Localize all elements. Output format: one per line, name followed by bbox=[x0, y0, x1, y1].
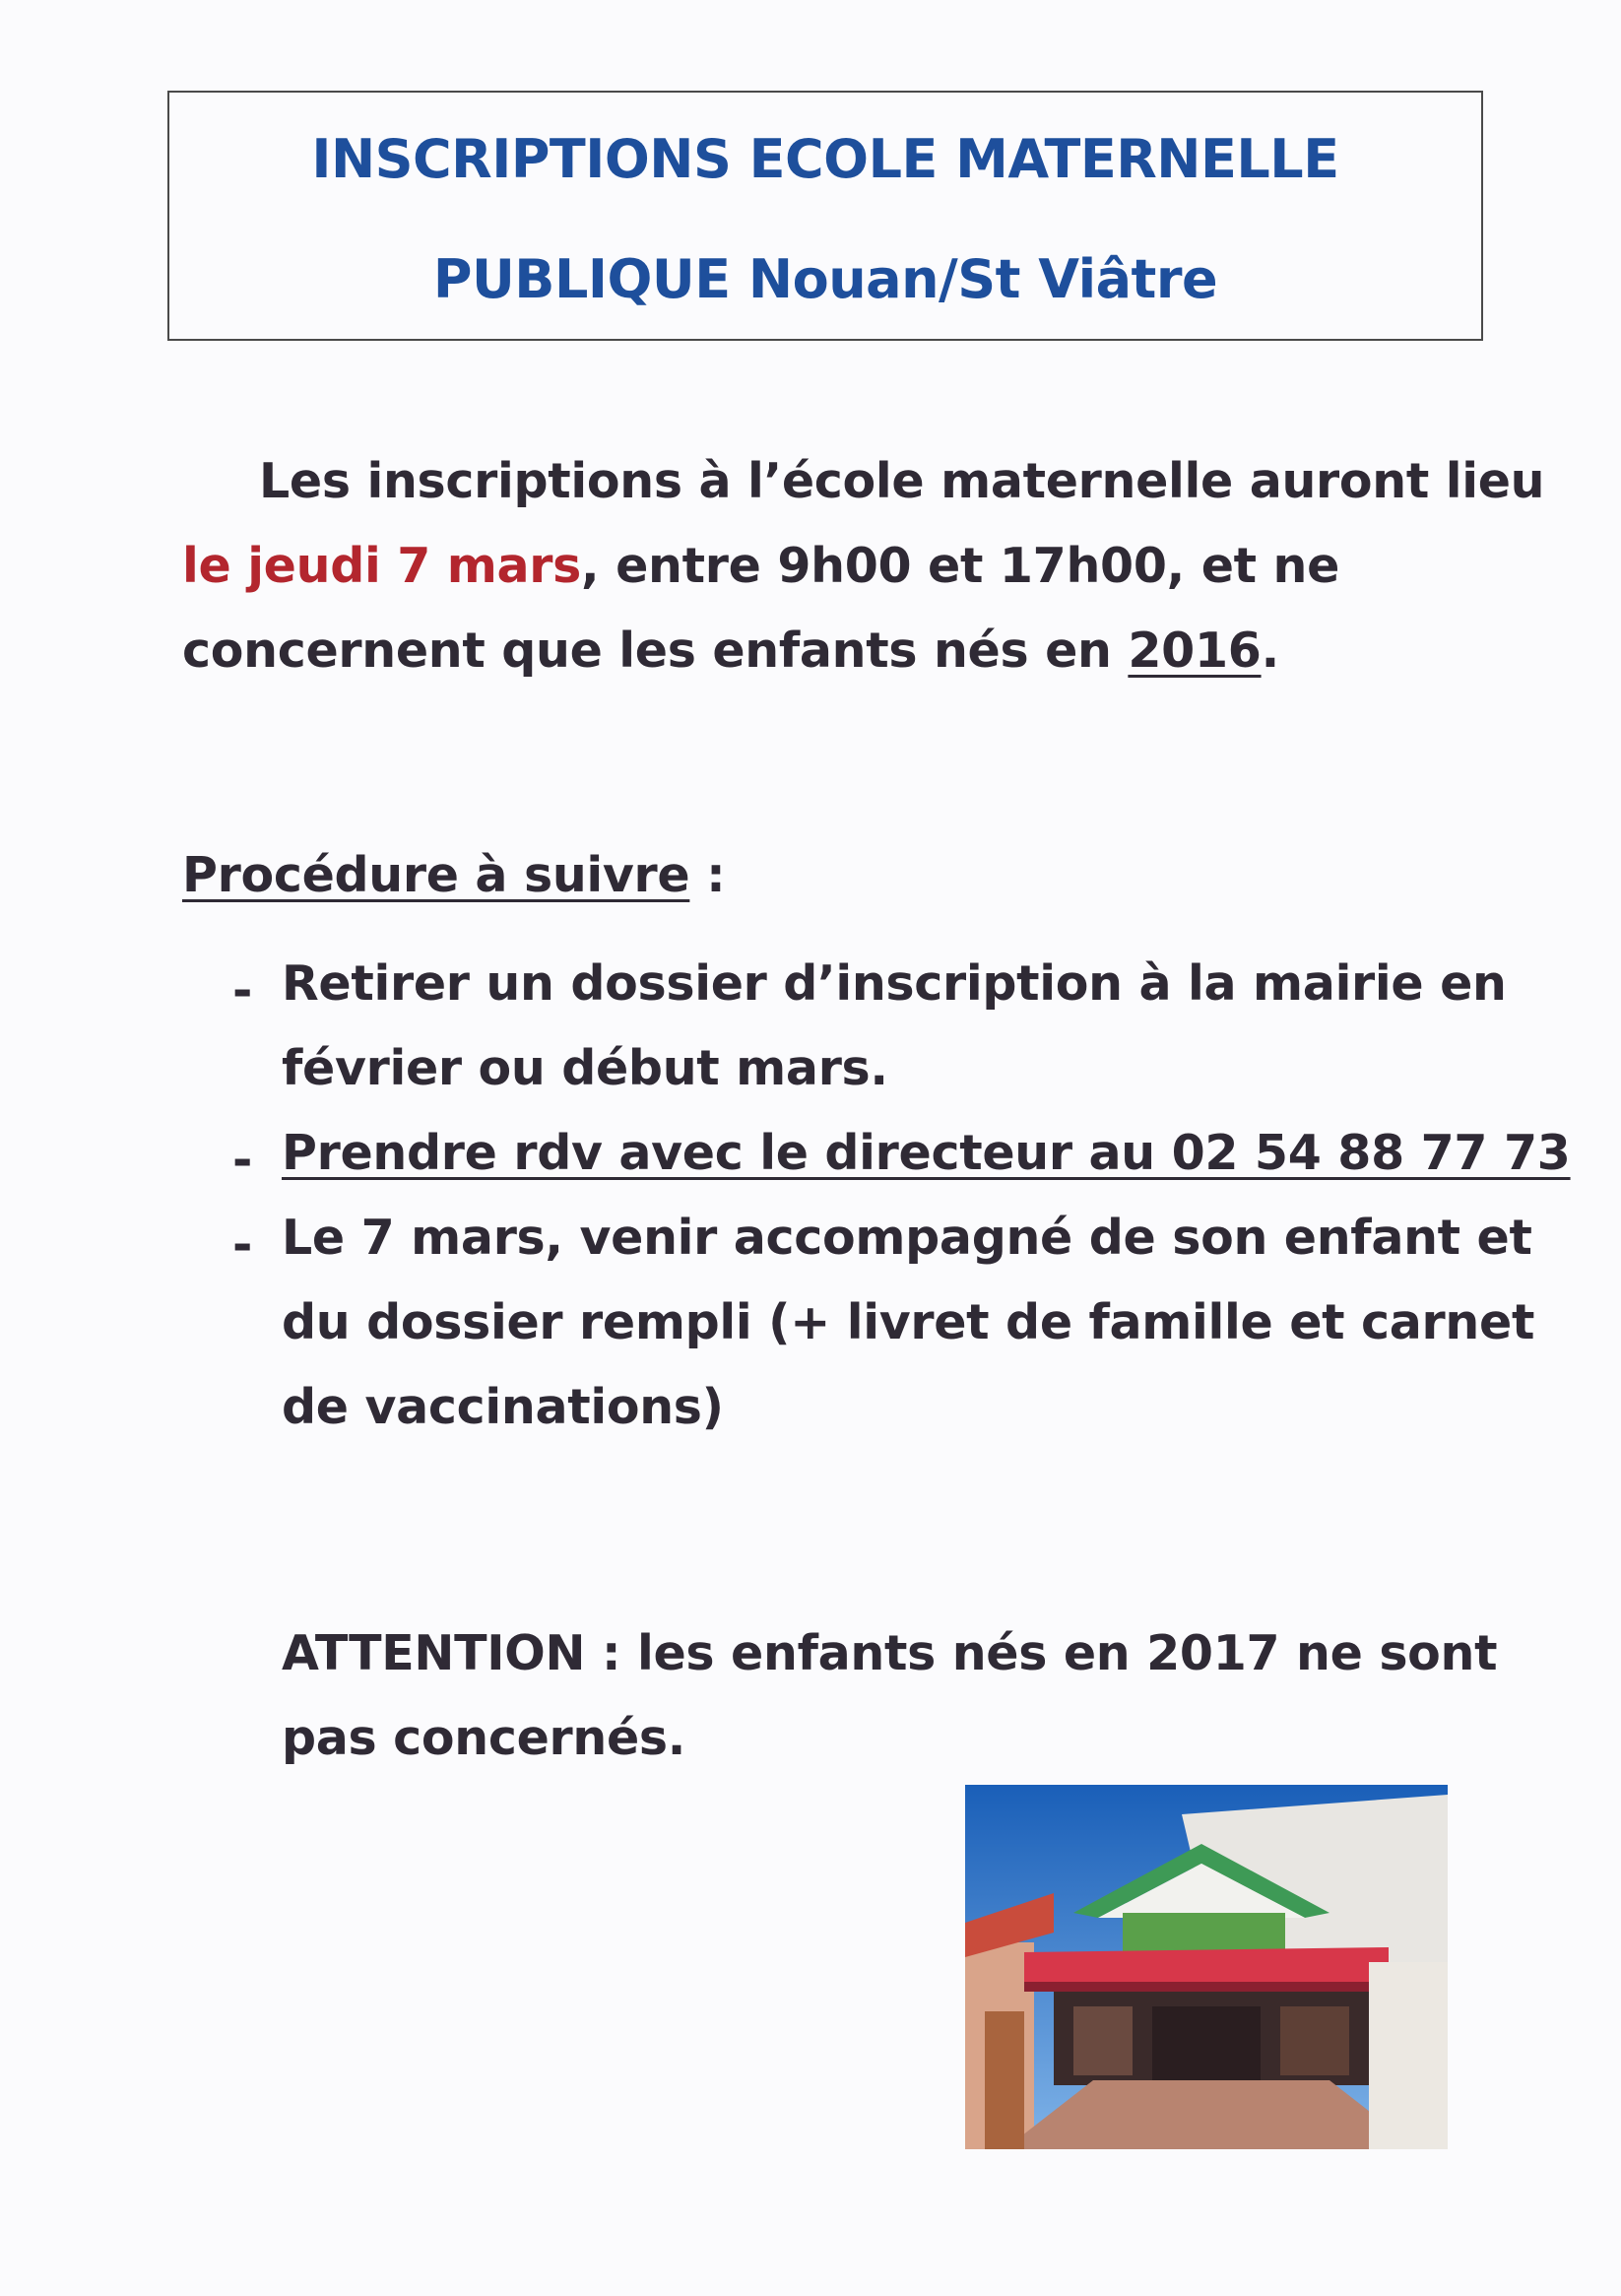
intro-line-3-suffix: . bbox=[1261, 623, 1279, 679]
title-line-2: PUBLIQUE Nouan/St Viâtre bbox=[432, 248, 1218, 310]
school-building-illustration bbox=[965, 1785, 1448, 2149]
title-line-1: INSCRIPTIONS ECOLE MATERNELLE bbox=[311, 128, 1339, 190]
title-box bbox=[167, 91, 1483, 341]
intro-line-2 bbox=[182, 538, 1339, 594]
step-3-line-1: Le 7 mars, venir accompagné de son enfant et bbox=[282, 1210, 1532, 1266]
step-1-line-2: février ou début mars. bbox=[282, 1040, 888, 1096]
procedure-heading bbox=[182, 847, 725, 903]
step-1-dash: - bbox=[232, 962, 253, 1018]
step-2-phone: Prendre rdv avec le directeur au 02 54 88 77 73 bbox=[282, 1125, 1571, 1181]
attention-line-1: ATTENTION : les enfants nés en 2017 ne sont bbox=[282, 1625, 1498, 1681]
birth-year: 2016 bbox=[1128, 623, 1262, 679]
procedure-heading-text: Procédure à suivre bbox=[182, 847, 690, 903]
intro-line-1: Les inscriptions à l’école maternelle auront lieu bbox=[259, 453, 1545, 509]
step-2-dash: - bbox=[232, 1132, 253, 1188]
procedure-heading-colon: : bbox=[689, 847, 726, 903]
inscription-date: le jeudi 7 mars bbox=[182, 538, 582, 594]
step-1-line-1: Retirer un dossier d’inscription à la mairie en bbox=[282, 955, 1507, 1012]
attention-line-2: pas concernés. bbox=[282, 1710, 686, 1766]
intro-time-range: , entre 9h00 et 17h00, et ne bbox=[581, 538, 1340, 594]
step-3-dash: - bbox=[232, 1216, 253, 1273]
intro-line-3 bbox=[182, 623, 1279, 679]
step-3-line-2: du dossier rempli (+ livret de famille et carnet bbox=[282, 1294, 1535, 1350]
intro-line-3-prefix: concernent que les enfants nés en bbox=[182, 623, 1129, 679]
school-photo bbox=[965, 1785, 1448, 2149]
step-3-line-3: de vaccinations) bbox=[282, 1379, 724, 1435]
